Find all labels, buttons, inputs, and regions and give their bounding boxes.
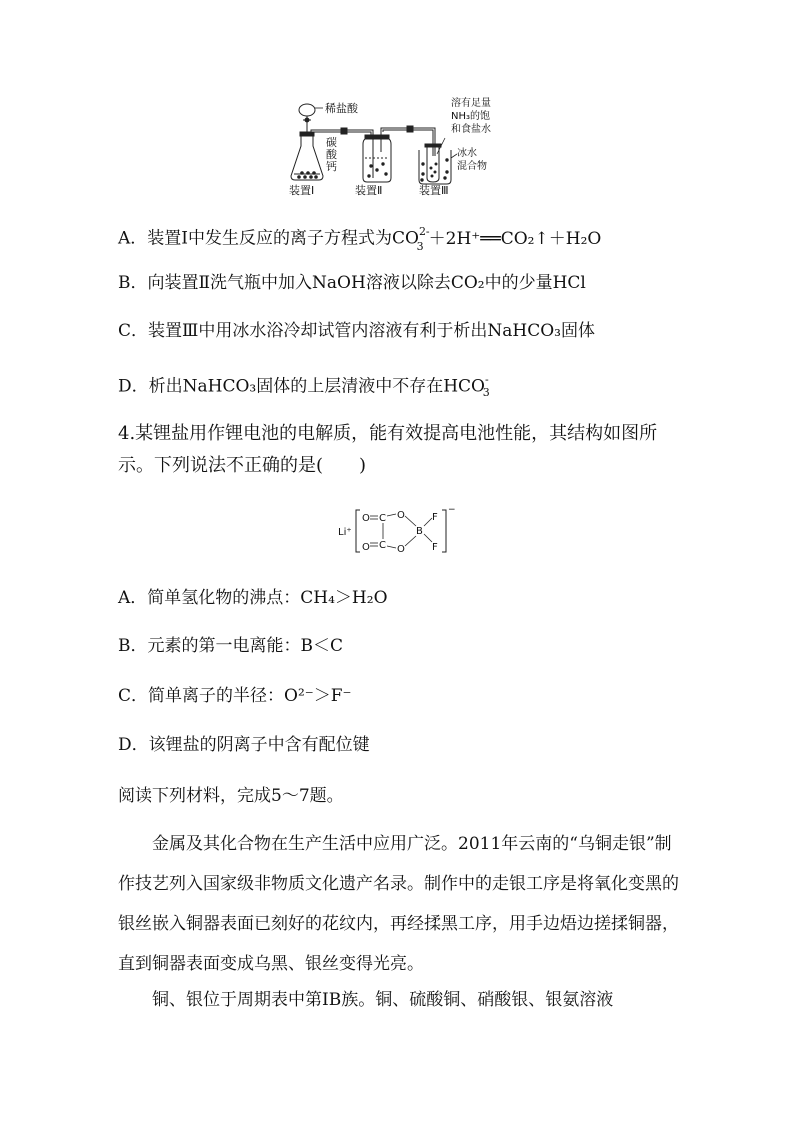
q4-option-c: C．简单离子的半径：O²⁻＞F⁻	[118, 686, 352, 706]
q3-option-d: D．析出NaHCO₃固体的上层清液中不存在$HCO^-_3$	[118, 373, 490, 400]
label-caco3-3: 钙	[326, 160, 337, 173]
q4-option-d: D．该锂盐的阴离子中含有配位键	[118, 735, 370, 755]
label-device-2: 装置Ⅱ	[355, 184, 383, 196]
label-device-1: 装置Ⅰ	[289, 184, 315, 196]
dropping-funnel	[299, 104, 315, 136]
q4-stem-line2: 示。下列说法不正确的是( )	[118, 455, 367, 476]
q4-stem-line1: 4.某锂盐用作锂电池的电解质，能有效提高电池性能，其结构如图所	[118, 423, 658, 444]
lithium-salt-structure	[336, 504, 458, 556]
q3-option-a: A．装置Ⅰ中发生反应的离子方程式为$CO^{2-}_3$ ＋2H⁺══CO₂↑＋H₂O	[118, 225, 602, 254]
q3-option-c: C．装置Ⅲ中用冰水浴冷却试管内溶液有利于析出NaHCO₃固体	[118, 321, 595, 341]
reading-intro: 阅读下列材料，完成5～7题。	[118, 786, 344, 806]
reading-paragraph-1: 金属及其化合物在生产生活中应用广泛。2011年云南的“乌铜走银”制作技艺列入国家级非物质文化遗产名录。制作中的走银工序是将氧化变黑的银丝嵌入铜器表面已刻好的花纹内，再经揉黑工序，用手边焐边搓揉铜器，直到铜器表面变成乌黑、银丝变得光亮。	[118, 834, 679, 974]
svg-text:O: O	[397, 510, 405, 521]
svg-text:F: F	[432, 512, 438, 523]
svg-text:O: O	[362, 513, 370, 524]
svg-text:C: C	[379, 540, 386, 551]
svg-text:B: B	[416, 526, 423, 537]
label-device-3: 装置Ⅲ	[419, 184, 449, 196]
label-caco3-1: 碳	[326, 136, 337, 149]
q4-option-a: A．简单氢化物的沸点：CH₄＞H₂O	[118, 588, 388, 608]
svg-text:O: O	[397, 544, 405, 555]
q4-option-b: B．元素的第一电离能：B＜C	[118, 636, 343, 656]
conical-flask	[291, 132, 323, 180]
label-icewater-2: 混合物	[457, 161, 487, 172]
q3-option-b: B．向装置Ⅱ洗气瓶中加入NaOH溶液以除去CO₂中的少量HCl	[118, 273, 586, 293]
apparatus-diagram	[285, 94, 505, 196]
svg-text:O: O	[362, 542, 370, 553]
svg-text:F: F	[432, 542, 438, 553]
label-solution-2: NH₃的饱	[451, 111, 491, 122]
svg-text:−: −	[448, 505, 456, 515]
label-solution-3: 和食盐水	[451, 124, 491, 135]
wash-bottle	[363, 130, 391, 182]
label-solution-1: 溶有足量	[451, 98, 491, 109]
svg-text:Li⁺: Li⁺	[338, 527, 352, 538]
svg-text:C: C	[379, 513, 386, 524]
label-caco3-2: 酸	[326, 148, 337, 161]
label-acid: 稀盐酸	[325, 102, 358, 115]
reading-paragraph-2: 铜、银位于周期表中第ⅠB族。铜、硫酸铜、硝酸银、银氨溶液	[152, 990, 614, 1010]
label-icewater-1: 冰水	[457, 148, 477, 159]
